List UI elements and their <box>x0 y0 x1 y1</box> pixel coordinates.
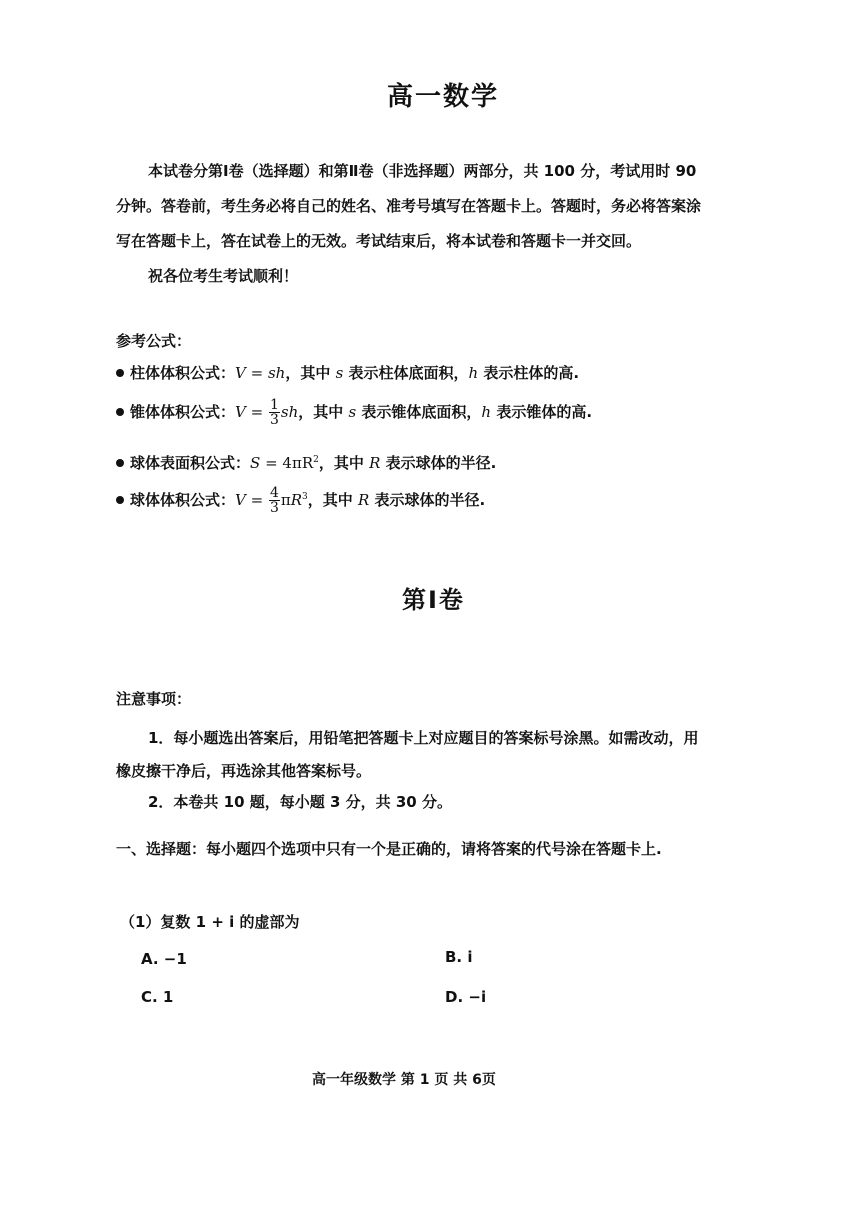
formula-name: 球体体积公式： <box>130 491 236 509</box>
formula-description: ，其中 R 表示球体的半径. <box>307 491 486 509</box>
bullet-icon <box>116 459 124 467</box>
intro-line-2: 分钟。答卷前，考生务必将自己的姓名、准考号填写在答题卡上。答题时，务必将答案涂 <box>116 197 702 215</box>
note-1-line-1: 1．每小题选出答案后，用铅笔把答题卡上对应题目的答案标号涂黑。如需改动，用 <box>148 729 699 747</box>
fraction-one-third: $\frac{1}{3}$ <box>269 397 279 428</box>
formula-description: ，其中 R 表示球体的半径. <box>318 454 497 472</box>
section-title: 第Ⅰ卷 <box>402 586 465 614</box>
formula-description: ，其中 s 表示柱体底面积，h 表示柱体的高. <box>285 364 580 382</box>
fraction-four-thirds: $\frac{4}{3}$ <box>269 485 279 516</box>
question-1-stem: （1）复数 1 + i 的虚部为 <box>120 913 300 931</box>
formula-name: 球体表面积公式： <box>130 454 251 472</box>
option-b: B. i <box>445 948 473 966</box>
formulas-heading: 参考公式： <box>116 332 192 350</box>
note-1-line-2: 橡皮擦干净后，再选涂其他答案标号。 <box>116 762 372 780</box>
page-footer: 高一年级数学 第 1 页 共 6页 <box>312 1072 496 1088</box>
formula-sphere-volume: 球体体积公式：V = $\frac{4}{3}$ $\pi R^3$，其中 R 表示球体的半径. <box>116 486 485 515</box>
intro-wish: 祝各位考生考试顺利！ <box>148 267 299 285</box>
option-d: D. −i <box>445 988 487 1006</box>
formula-sphere-surface: 球体表面积公式：$S = 4\pi R^2$，其中 R 表示球体的半径. <box>116 452 496 473</box>
page-title: 高一数学 <box>387 82 500 112</box>
bullet-icon <box>116 369 124 377</box>
formula-prism-volume: 柱体体积公式：V = sh，其中 s 表示柱体底面积，h 表示柱体的高. <box>116 362 579 383</box>
formula-description: ，其中 s 表示锥体底面积，h 表示锥体的高. <box>298 403 593 421</box>
bullet-icon <box>116 408 124 416</box>
part-instruction: 一、选择题：每小题四个选项中只有一个是正确的，请将答案的代号涂在答题卡上. <box>116 840 662 858</box>
notes-heading: 注意事项： <box>116 690 192 708</box>
bullet-icon <box>116 496 124 504</box>
option-a: A. −1 <box>141 950 187 968</box>
formula-name: 柱体体积公式： <box>130 364 236 382</box>
formula-expression: V <box>235 364 246 382</box>
intro-line-1: 本试卷分第Ⅰ卷（选择题）和第Ⅱ卷（非选择题）两部分，共 100 分，考试用时 90 <box>148 162 697 180</box>
formula-pyramid-volume: 锥体体积公式：V = $\frac{1}{3}$ sh，其中 s 表示锥体底面积，h 表示锥体的高. <box>116 398 592 427</box>
note-2: 2．本卷共 10 题，每小题 3 分，共 30 分。 <box>148 793 452 811</box>
intro-line-3: 写在答题卡上，答在试卷上的无效。考试结束后，将本试卷和答题卡一并交回。 <box>116 232 642 250</box>
option-c: C. 1 <box>141 988 174 1006</box>
formula-name: 锥体体积公式： <box>130 403 236 421</box>
